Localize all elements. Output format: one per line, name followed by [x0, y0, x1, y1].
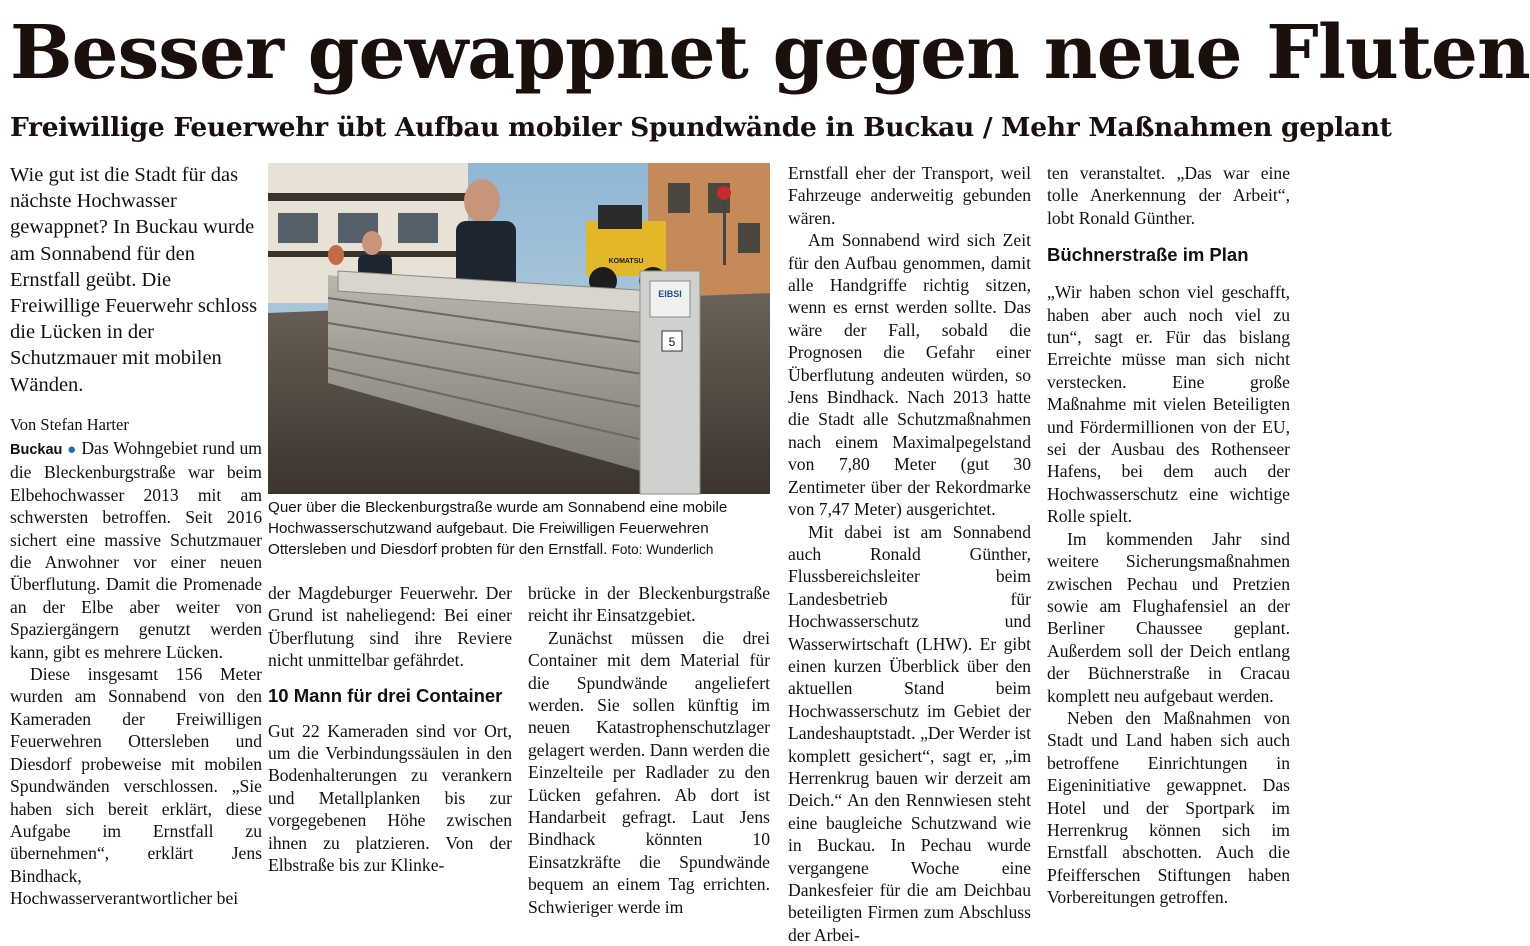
- headline: Besser gewappnet gegen neue Fluten: [10, 8, 1295, 98]
- section-heading: 10 Mann für drei Container: [268, 684, 512, 708]
- article-column-2: [268, 582, 512, 876]
- paragraph: Zunächst müssen die drei Container mit dem Material für die Spundwände angeliefert werden. Sie sollen künftig im neuen Katastrophenschutzlager gelagert werden. Dann werden die Einzelteile per Radlader zu den Lücken gefahren. Ab dort ist Handarbeit gefragt. Laut Jens Bindhack könnten 10 Einsatzkräfte die Spundwände bequem an einem Tag errichten. Schwieriger werde im: [528, 627, 770, 918]
- machine-label: KOMATSU: [609, 258, 644, 265]
- paragraph: Mit dabei ist am Sonnabend auch Ronald Günther, Flussbereichsleiter beim Landesbetrieb für Hochwasserschutz und Wasserwirtschaft (LHW). Er gibt einen kurzen Überblick über den aktuellen Stand beim Hochwasserschutz im Gebiet der Landeshauptstadt. „Der Werder ist komplett gesichert“, sagt er, „im Herrenkrug bauen wir derzeit am Deich.“ An den Rennwiesen steht eine baugleiche Schutzwand wie in Buckau. In Pechau wurde vergangene Woche eine Dankesfeier für die am Deichbau beteiligten Firmen zum Abschluss der Arbei-: [788, 521, 1031, 946]
- byline: Von Stefan Harter: [10, 414, 262, 436]
- article-column-1: [10, 437, 262, 910]
- paragraph-text: Das Wohngebiet rund um die Bleckenburgstraße war beim Elbehochwasser 2013 mit am schwersten betroffen. Seit 2016 sichert eine massive Schutzmauer die Anwohner vor einer neuen Überflutung. Damit die Promenade an der Elbe aber weiter von Spaziergängern genutzt werden kann, gibt es mehrere Lücken.: [10, 438, 262, 662]
- paragraph: Neben den Maßnahmen von Stadt und Land haben sich auch betroffene Einrichtungen in Eigeninitiative gewappnet. Das Hotel und der Sportpark im Herrenkrug können sich im Ernstfall abschotten. Auch die Pfeifferschen Stiftungen haben Vorbereitungen getroffen.: [1047, 707, 1290, 909]
- paragraph: brücke in der Bleckenburgstraße reicht ihr Einsatzgebiet.: [528, 582, 770, 627]
- sign-label: EIBSI: [658, 289, 682, 299]
- paragraph: Am Sonnabend wird sich Zeit für den Aufbau genommen, damit alle Handgriffe richtig sitzen, wenn es ernst werden sollte. Das wäre der Fall, sobald die Prognosen die Gefahr einer Überflutung andeuten würden, so Jens Bindhack. Nach 2013 hatte die Stadt alle Schutzmaßnahmen nach einem Maximalpegelstand von 7,80 Meter (gut 30 Zentimeter über der Rekordmarke von 7,47 Meter) ausgerichtet.: [788, 229, 1031, 520]
- paragraph: der Magdeburger Feuerwehr. Der Grund ist naheliegend: Bei einer Überflutung sind ihre Reviere nicht unmittelbar gefährdet.: [268, 582, 512, 672]
- dateline: Buckau: [10, 442, 62, 458]
- lead-paragraph: Wie gut ist die Stadt für das nächste Hochwasser gewappnet? In Buckau wurde am Sonnabend für den Ernstfall geübt. Die Freiwillige Feuerwehr schloss die Lücken in der Schutzmauer mit mobilen Wänden.: [10, 162, 262, 398]
- article-column-4: [788, 162, 1031, 946]
- paragraph: ten veranstaltet. „Das war eine tolle Anerkennung der Arbeit“, lobt Ronald Günther.: [1047, 162, 1290, 229]
- flood-wall-photo-illustration: [268, 163, 770, 494]
- subheadline: Freiwillige Feuerwehr übt Aufbau mobiler Spundwände in Buckau / Mehr Maßnahmen geplant: [10, 110, 1295, 146]
- article-column-5: [1047, 162, 1290, 909]
- paragraph: Gut 22 Kameraden sind vor Ort, um die Verbindungssäulen in den Bodenhalterungen zu verankern und Metallplanken bis zur vorgegebenen Höhe zwischen ihnen zu platzieren. Von der Elbstraße bis zur Klinke-: [268, 720, 512, 877]
- bullet-dot-icon: ●: [67, 442, 76, 458]
- photo-credit: Foto: Wunderlich: [612, 542, 714, 557]
- section-heading: Büchnerstraße im Plan: [1047, 243, 1290, 267]
- article-photo: [268, 163, 770, 494]
- paragraph: Im kommenden Jahr sind weitere Sicherungsmaßnahmen zwischen Pechau und Pretzien sowie am Flughafensiel an der Berliner Chaussee geplant. Außerdem soll der Deich entlang der Büchnerstraße in Cracau komplett neu aufgebaut werden.: [1047, 528, 1290, 707]
- paragraph: [10, 437, 262, 663]
- paragraph: „Wir haben schon viel geschafft, haben aber auch noch viel zu tun“, sagt er. Für das bislang Erreichte müsse man sich nicht verstecken. Eine große Maßnahme mit vielen Beteiligten und Fördermillionen von der EU, sei der Ausbau des Rothenseer Hafens, bei dem auch der Hochwasserschutz eine wichtige Rolle spielt.: [1047, 281, 1290, 527]
- article-column-3: [528, 582, 770, 918]
- paragraph: Ernstfall eher der Transport, weil Fahrzeuge anderweitig gebunden wären.: [788, 162, 1031, 229]
- caption-text: Quer über die Bleckenburgstraße wurde am Sonnabend eine mobile Hochwasserschutzwand aufgebaut. Die Freiwilligen Feuerwehren Ottersleben und Diesdorf probten für den Ernstfall.: [268, 499, 727, 558]
- panel-number: 5: [669, 335, 676, 349]
- photo-caption: [268, 497, 770, 560]
- paragraph: Diese insgesamt 156 Meter wurden am Sonnabend von den Kameraden der Freiwilligen Feuerwehren Ottersleben und Diesdorf probeweise mit mobilen Spundwänden verschlossen. „Sie haben sich bereit erklärt, diese Aufgabe im Ernstfall zu übernehmen“, erklärt Jens Bindhack, Hochwasserverantwortlicher bei: [10, 663, 262, 909]
